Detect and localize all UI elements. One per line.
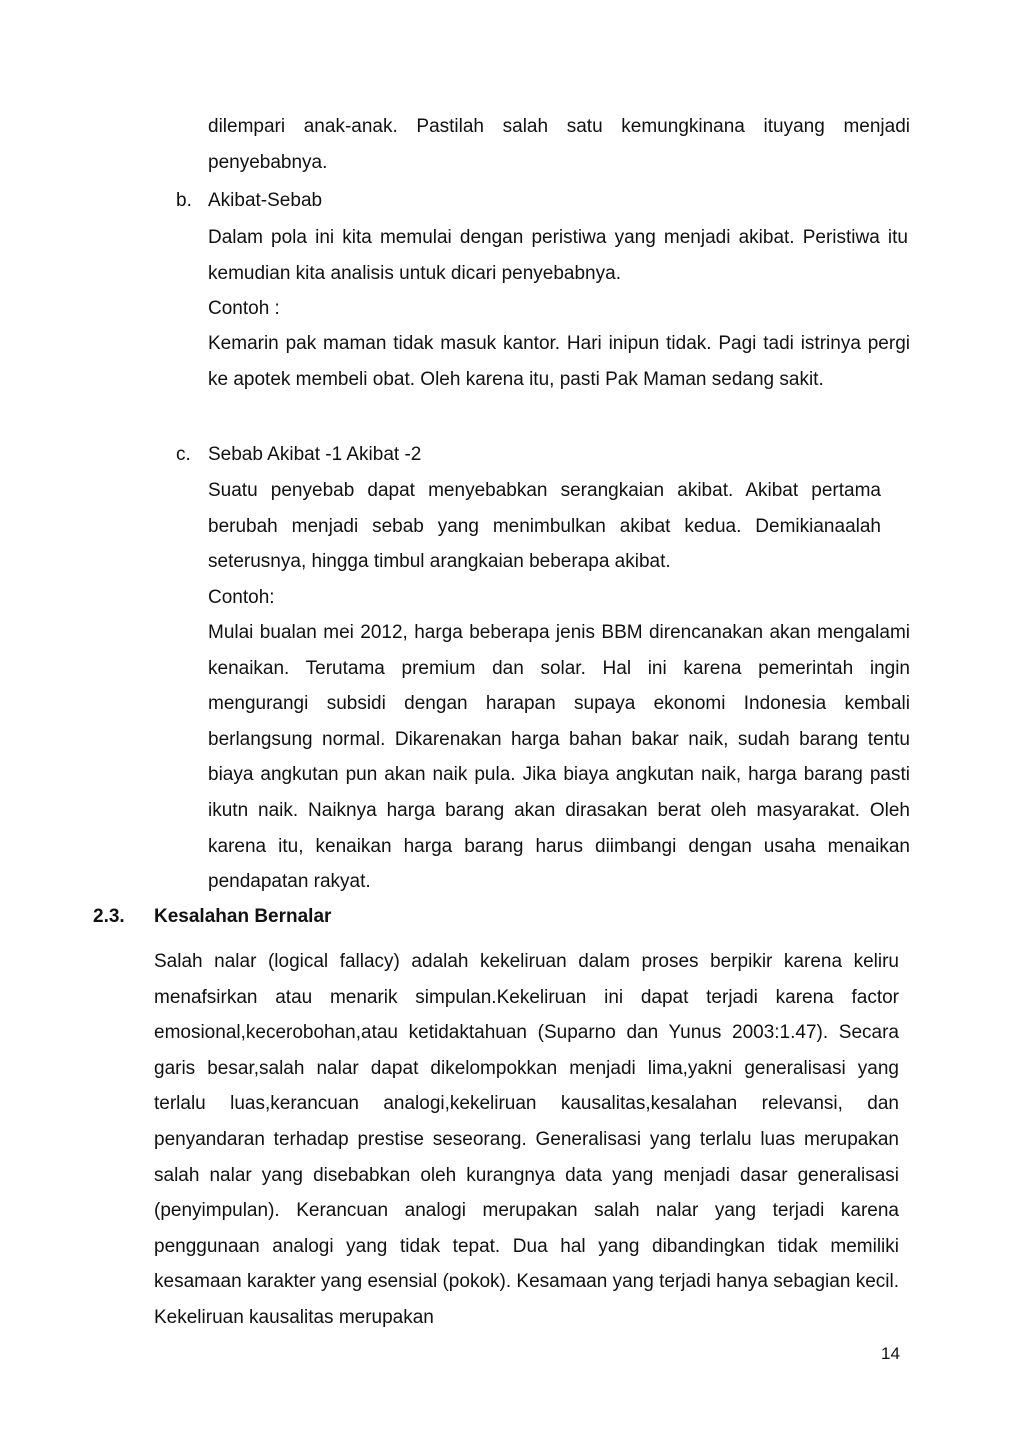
section-number: 2.3. [93, 906, 125, 927]
example-paragraph: Kemarin pak maman tidak masuk kantor. Hari inipun tidak. Pagi tadi istrinya pergi ke apotek membeli obat. Oleh karena itu, pasti Pak Maman sedang sakit. [208, 333, 910, 390]
example-label: Contoh : [208, 298, 280, 319]
example-label: Contoh: [208, 587, 275, 608]
section-title: Kesalahan Bernalar [154, 906, 332, 927]
list-item-description: Suatu penyebab dapat menyebabkan serangkaian akibat. Akibat pertama berubah menjadi sebab yang menimbulkan akibat kedua. Demikianaalah seterusnya, hingga timbul arangkaian beberapa akibat. [208, 480, 881, 573]
list-item-title-sebab-akibat: Sebab Akibat -1 Akibat -2 [208, 444, 422, 465]
list-item-description: Dalam pola ini kita memulai dengan peristiwa yang menjadi akibat. Peristiwa itu kemudian kita analisis untuk dicari penyebabnya. [208, 227, 908, 284]
list-item-title-akibat-sebab: Akibat-Sebab [208, 190, 323, 211]
continuation-paragraph: dilempari anak-anak. Pastilah salah satu kemungkinana ituyang menjadi penyebabnya. [208, 116, 910, 173]
section-body-paragraph: Salah nalar (logical fallacy) adalah kekeliruan dalam proses berpikir karena keliru menafsirkan atau menarik simpulan.Kekeliruan ini dapat terjadi karena factor emosional,kecerobohan,atau ketidaktahuan (Suparno dan Yunus 2003:1.47). Secara garis besar,salah nalar dapat dikelompokkan menjadi lima,yakni generalisasi yang terlalu luas,kerancuan analogi,kekeliruan kausalitas,kesalahan relevansi, dan penyandaran terhadap prestise seseorang. Generalisasi yang terlalu luas merupakan salah nalar yang disebabkan oleh kurangnya data yang menjadi dasar generalisasi (penyimpulan). Kerancuan analogi merupakan salah nalar yang terjadi karena penggunaan analogi yang tidak tepat. Dua hal yang dibandingkan tidak memiliki kesamaan karakter yang esensial (pokok). Kesamaan yang terjadi hanya sebagian kecil. Kekeliruan kausalitas merupakan [154, 951, 899, 1328]
example-paragraph: Mulai bualan mei 2012, harga beberapa jenis BBM direncanakan akan mengalami kenaikan. Terutama premium dan solar. Hal ini karena pemerintah ingin mengurangi subsidi dengan harapan supaya ekonomi Indonesia kembali berlangsung normal. Dikarenakan harga bahan bakar naik, sudah barang tentu biaya angkutan pun akan naik pula. Jika biaya angkutan naik, harga barang pasti ikutn naik. Naiknya harga barang akan dirasakan berat oleh masyarakat. Oleh karena itu, kenaikan harga barang harus diimbangi dengan usaha menaikan pendapatan rakyat. [208, 622, 910, 893]
list-marker-c: c. [176, 444, 191, 465]
list-marker-b: b. [176, 190, 192, 211]
page-number: 14 [881, 1344, 900, 1363]
